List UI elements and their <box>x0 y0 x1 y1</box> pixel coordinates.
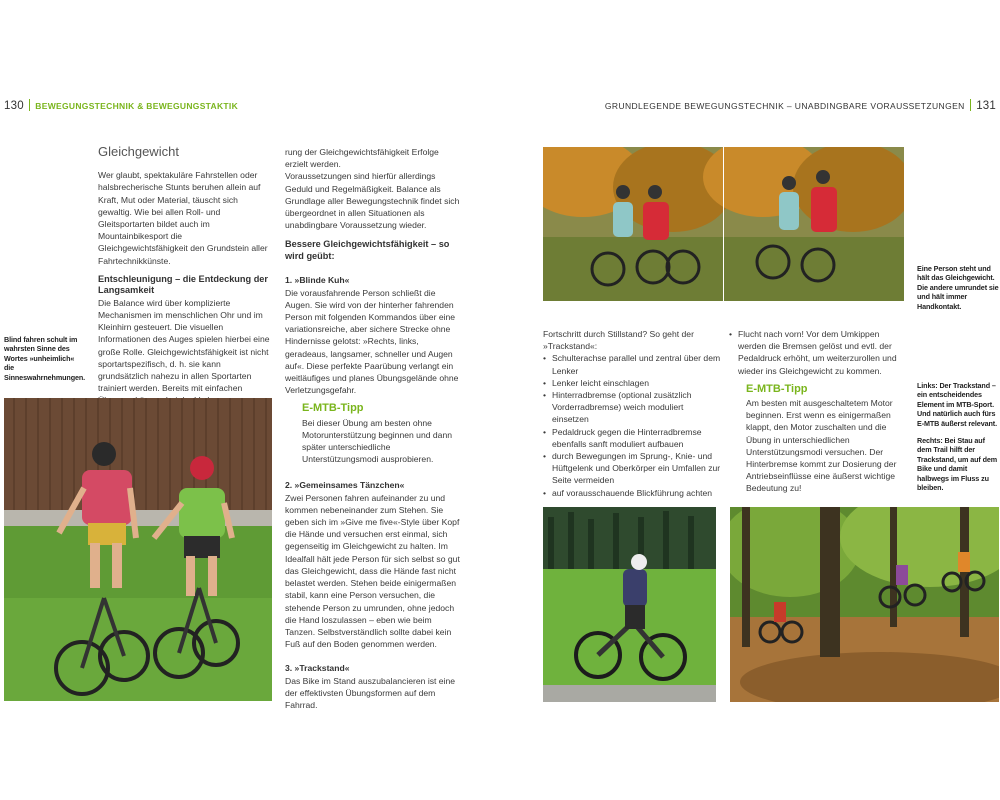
photo-kids-riding-image <box>4 398 272 701</box>
list-item: • Flucht nach vorn! Vor dem Umkippen werden die Bremsen gelöst und evtl. der Pedaldruck erhöht, um weiterzurollen und wieder ins Gleichgewicht zu kommen. <box>729 328 905 377</box>
exercise-1-text: Die vorausfahrende Person schließt die Augen. Sie wird von der hinterher fahrenden Person mit folgenden Kommandos über eine variationsreiche, aber sichere Strecke ohne Hindernisse gelotst: »Rechts, links, geradeaus, langsamer, schneller und Augen auf«. Diese perfekte Paarübung verlangt ein weitläufiges und planes Übungsgelände ohne Verletzungsgefahr. <box>285 287 459 396</box>
list-item: • durch Bewegungen im Sprung-, Knie- und Hüftgelenk und Oberkörper ein Umfallen zur Seite vermeiden <box>543 450 721 487</box>
emtb-tip-title: E-MTB-Tipp <box>302 402 364 415</box>
right-section-title: GRUNDLEGENDE BEWEGUNGSTECHNIK – UNABDINGBARE VORAUSSETZUNGEN <box>604 101 965 111</box>
right-page-header <box>605 99 996 112</box>
caption-right-mid-2: Rechts: Bei Stau auf dem Trail hilft der Trackstand, um auf dem Bike und damit halbwegs im Fluss zu bleiben. <box>917 436 998 493</box>
header-divider <box>970 99 972 111</box>
list-item: • Schulterachse parallel und zentral über dem Lenker <box>543 352 721 376</box>
caption-right-mid-1: Links: Der Trackstand – ein entscheidendes Element im MTB-Sport. Und natürlich auch fürs E-MTB äußerst relevant. <box>917 381 997 428</box>
intro-paragraph: Wer glaubt, spektakuläre Fahrstellen oder halsbrecherische Stunts beruhen allein auf Kraft, Mut oder Material, täuscht sich gewaltig. Wie bei allen Roll- und Gleitsportarten bildet auch im Mountainbikesport die Gleichgewichtsfähigkeit den Grundstein aller Fahrtechnikkünste. <box>98 170 268 266</box>
column-2 <box>285 146 461 711</box>
exercise-2-text: Zwei Personen fahren aufeinander zu und kommen nebeneinander zum Stehen. Sie geben sich im »Give me five«-Style über Kopf die Hände und versuchen erst einmal, sich gegenseitig im Gleichgewicht zu halten. Im Idealfall hält jede Person für sich selbst so gut das Gleichgewicht, dass die Hände fast nicht belastet werden. Stehen beide einigermaßen stabil, kann eine Person versuchen, die stehende Person zu umrunden, ohne jedoch die Hand loszulassen – eben wie beim Tanzen. Selbstverständlich sollte dabei kein Fuß auf den Boden genommen werden. <box>285 492 460 650</box>
emtb-tip-box <box>285 402 461 465</box>
emtb-tip-title: E-MTB-Tipp <box>746 382 808 395</box>
subheading: Entschleunigung – die Entdeckung der Langsamkeit <box>98 273 268 296</box>
left-section-title: BEWEGUNGSTECHNIK & BEWEGUNGSTAKTIK <box>35 101 239 111</box>
list-item: • auf vorausschauende Blickführung achten <box>543 487 721 499</box>
photo-kids-riding <box>4 398 272 701</box>
list-item: • Lenker leicht einschlagen <box>543 377 721 389</box>
exercise-3-title: 3. »Trackstand« <box>285 663 350 674</box>
column-1 <box>98 146 272 407</box>
trackstand-list-continued <box>729 328 905 377</box>
body-paragraph: Voraussetzungen sind hierfür allerdings Geduld und Regelmäßigkeit. Balance als Grundlage aller Bewegungstechnik findet sich übergeordnet in allen Situationen als unabdingbare Voraussetzung wieder. <box>285 171 460 231</box>
left-page-number: 130 <box>4 100 24 112</box>
emtb-tip-text: Am besten mit ausgeschaltetem Motor beginnen. Erst wenn es einigermaßen klappt, den Motor zuschalten und die Übung in unterschiedlichen Unterstützungsmodi versuchen. Der Hinterbremse kommt zur Dosierung der Antriebseinflüsse eine äußerst wichtige Bedeutung zu! <box>746 398 897 494</box>
body-paragraph: Die Balance wird über komplizierte Mechanismen im menschlichen Ohr und im Kleinhirn gesteuert. Die visuellen Informationen des Auges spielen hierbei eine große Rolle. Gleichgewichtsfähigkeit ist nicht sportartspezifisch, d. h. sie kann grundsätzlich nahezu in allen Sportarten trainiert werden. Bereits mit einfachen <box>98 297 270 394</box>
column-3 <box>543 328 721 499</box>
photo-forest-trail-image <box>730 507 999 702</box>
trackstand-intro: Fortschritt durch Stillstand? So geht der »Trackstand«: <box>543 329 694 352</box>
right-page-number: 131 <box>976 100 996 112</box>
photo-dancing-riders-image <box>543 147 904 301</box>
header-divider <box>29 99 31 111</box>
trackstand-list <box>543 352 721 498</box>
photo-trackstand <box>543 507 716 702</box>
list-item: • Pedaldruck gegen die Hinterradbremse ebenfalls sanft moduliert aufbauen <box>543 426 721 450</box>
subheading: Bessere Gleichgewichtsfähigkeit – so wird geübt: <box>285 239 450 261</box>
section-title: Gleichgewicht <box>98 144 179 159</box>
exercise-1-title: 1. »Blinde Kuh« <box>285 275 350 286</box>
photo-trackstand-image <box>543 507 716 702</box>
caption-right-top: Eine Person steht und hält das Gleichgewicht. Die andere umrundet sie und hält immer Handkontakt. <box>917 264 999 311</box>
photo-dancing-riders <box>543 147 904 301</box>
list-item: • Hinterradbremse (optional zusätzlich Vorderradbremse) weich moduliert einsetzen <box>543 389 721 426</box>
caption-left: Blind fahren schult im wahrsten Sinne des Wortes »unheimlich« die Sinneswahrnehmungen. <box>4 335 86 382</box>
emtb-tip-text: Bei dieser Übung am besten ohne Motorunterstützung beginnen und dann später unterschiedliche Unterstützungsmodi ausprobieren. <box>302 417 453 465</box>
photo-forest-trail <box>730 507 999 702</box>
exercise-3-text: Das Bike im Stand auszubalancieren ist eine der effektivsten Übungsformen auf dem Fahrrad. <box>285 675 456 710</box>
exercise-2-title: 2. »Gemeinsames Tänzchen« <box>285 480 405 491</box>
left-page-header <box>4 99 238 112</box>
continued-paragraph: rung der Gleichgewichtsfähigkeit Erfolge erzielt werden. <box>285 147 439 170</box>
column-4 <box>729 328 905 495</box>
emtb-tip-box <box>729 383 905 495</box>
